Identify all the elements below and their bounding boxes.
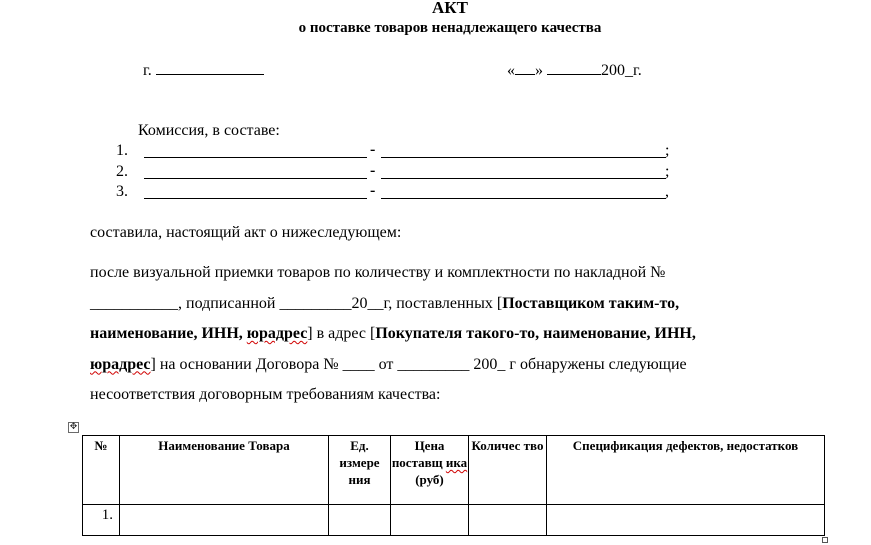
para-text: несоответствия договорным требованиям качества: bbox=[90, 386, 441, 403]
table-cell[interactable] bbox=[469, 505, 547, 536]
table-move-handle-icon[interactable]: ✥ bbox=[69, 422, 78, 432]
table-cell[interactable] bbox=[329, 505, 391, 536]
column-header: Спецификация дефектов, недостатков bbox=[547, 436, 825, 505]
para-text: ] на основании Договора № ____ от _________ 200_ г обнаружены следующие bbox=[150, 355, 687, 373]
document-title: АКТ bbox=[432, 0, 468, 17]
table-row bbox=[83, 505, 825, 536]
para-text: ] в адрес [ bbox=[307, 325, 376, 342]
column-header-text: Цена поставщ ика (руб) bbox=[391, 438, 468, 487]
column-header: № bbox=[83, 436, 120, 505]
table-cell[interactable] bbox=[547, 505, 825, 536]
column-header: Количес тво bbox=[469, 436, 547, 505]
para-line bbox=[90, 319, 790, 350]
table-cell[interactable] bbox=[391, 505, 469, 536]
table-cell[interactable]: 1. bbox=[83, 505, 120, 536]
member-number: 2. bbox=[116, 163, 128, 180]
member-row[interactable] bbox=[116, 142, 676, 162]
defects-table bbox=[82, 435, 825, 536]
column-header bbox=[391, 436, 469, 505]
city-blank bbox=[156, 61, 264, 75]
month-blank bbox=[547, 61, 601, 75]
date-close-quote: » bbox=[535, 62, 543, 79]
member-terminator: ; bbox=[665, 163, 670, 180]
buyer-placeholder: Покупателя такого-то, наименование, ИНН, bbox=[375, 325, 696, 342]
member-row[interactable] bbox=[116, 183, 676, 203]
member-name-blank bbox=[144, 157, 367, 158]
city-field[interactable] bbox=[143, 61, 264, 80]
para-text: после визуальной приемки товаров по количеству и комплектности по накладной № bbox=[90, 264, 666, 281]
member-dash: - bbox=[370, 141, 376, 158]
table-resize-handle[interactable] bbox=[822, 537, 828, 543]
supplier-placeholder: Поставщиком таким-то, bbox=[502, 294, 680, 312]
para-line bbox=[90, 380, 790, 411]
para-text: ___________, подписанной _________20__г, поставленных [ bbox=[90, 294, 503, 312]
date-field[interactable] bbox=[507, 61, 642, 80]
member-dash: - bbox=[370, 182, 376, 199]
day-blank bbox=[515, 61, 535, 75]
member-position-blank bbox=[381, 178, 666, 179]
member-name-blank bbox=[144, 198, 367, 199]
member-dash: - bbox=[370, 162, 376, 179]
column-header: Ед. измере ния bbox=[329, 436, 391, 505]
member-position-blank bbox=[381, 198, 666, 199]
para-line bbox=[90, 258, 790, 289]
member-position-blank bbox=[381, 157, 666, 158]
para-line bbox=[90, 289, 790, 320]
member-number: 1. bbox=[116, 142, 128, 159]
composed-statement: составила, настоящий акт о нижеследующем: bbox=[90, 224, 402, 241]
column-header: Наименование Товара bbox=[120, 436, 329, 505]
para-line bbox=[90, 350, 790, 381]
city-label: г. bbox=[143, 62, 152, 79]
date-year: 200_г. bbox=[601, 62, 642, 79]
member-terminator: , bbox=[665, 183, 669, 200]
table-header-row bbox=[83, 436, 825, 505]
body-paragraph[interactable] bbox=[90, 258, 790, 411]
supplier-placeholder: наименование, ИНН, bbox=[90, 325, 247, 342]
spell-flagged-word[interactable]: юрадрес bbox=[90, 355, 151, 373]
member-name-blank bbox=[144, 178, 367, 179]
member-number: 3. bbox=[116, 183, 128, 200]
spell-flagged-word: ика bbox=[445, 455, 468, 470]
document-subtitle: о поставке товаров ненадлежащего качества bbox=[298, 20, 602, 36]
member-row[interactable] bbox=[116, 163, 676, 183]
date-open-quote: « bbox=[507, 62, 515, 79]
member-terminator: ; bbox=[665, 142, 670, 159]
table-cell[interactable] bbox=[120, 505, 329, 536]
spell-flagged-word[interactable]: юрадрес bbox=[246, 325, 308, 342]
commission-label: Комиссия, в составе: bbox=[138, 122, 280, 139]
